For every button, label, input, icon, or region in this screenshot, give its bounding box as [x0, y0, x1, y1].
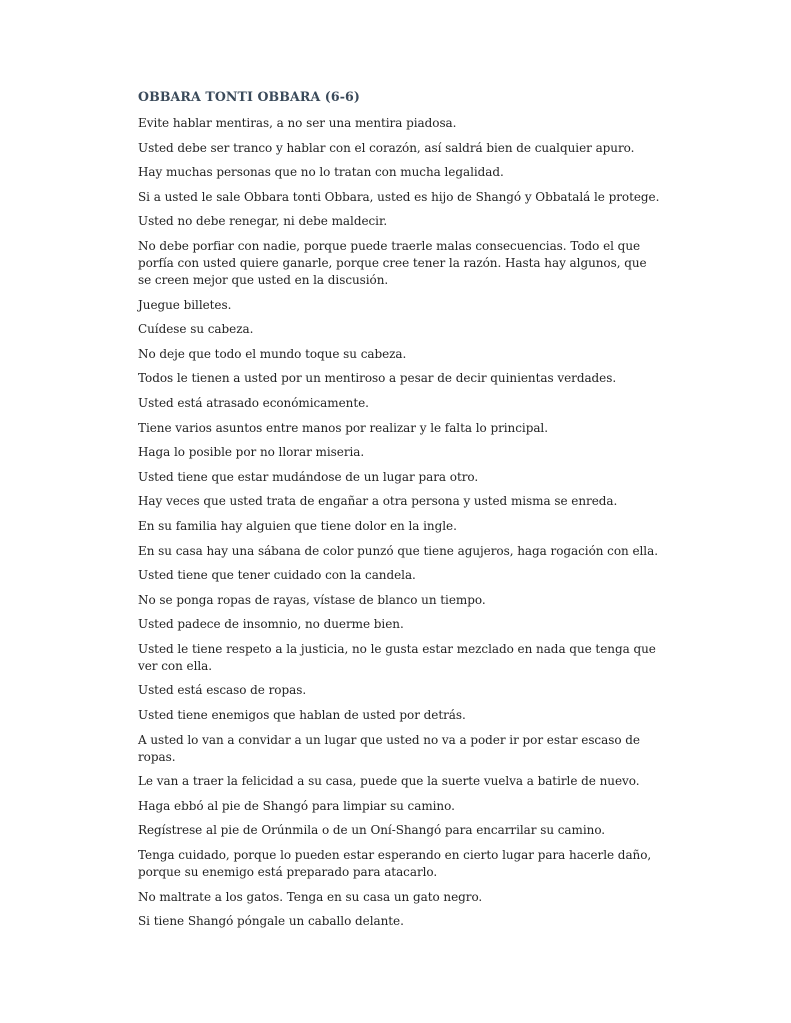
paragraph: Tenga cuidado, porque lo pueden estar esperando en cierto lugar para hacerle daño, porque su enemigo está preparado para atacarlo.: [138, 848, 652, 880]
paragraph: Le van a traer la felicidad a su casa, puede que la suerte vuelva a batirle de nuevo.: [138, 774, 640, 789]
paragraph: Evite hablar mentiras, a no ser una mentira piadosa.: [138, 116, 457, 130]
paragraph: No deje que todo el mundo toque su cabeza.: [138, 346, 407, 361]
paragraph: No se ponga ropas de rayas, vístase de blanco un tiempo.: [138, 592, 486, 607]
paragraph: Usted está escaso de ropas.: [138, 683, 307, 698]
paragraph: Si tiene Shangó póngale un caballo delante.: [138, 914, 404, 929]
paragraph: En su familia hay alguien que tiene dolor en la ingle.: [138, 518, 457, 533]
paragraph: Haga ebbó al pie de Shangó para limpiar su camino.: [138, 798, 455, 813]
paragraph: Hay veces que usted trata de engañar a otra persona y usted misma se enreda.: [138, 494, 618, 509]
document-title: OBBARA TONTI OBBARA (6-6): [138, 89, 360, 104]
paragraph: No debe porfiar con nadie, porque puede traerle malas consecuencias. Todo el que porfía con usted quiere ganarle, porque cree tener la razón. Hasta hay algunos, que se creen mejor que usted en la discusión.: [138, 238, 647, 287]
paragraph: Hay muchas personas que no lo tratan con mucha legalidad.: [138, 165, 504, 180]
paragraph: Usted tiene que tener cuidado con la candela.: [138, 568, 416, 583]
paragraph: Cuídese su cabeza.: [138, 322, 254, 337]
paragraph: A usted lo van a convidar a un lugar que usted no va a poder ir por estar escaso de ropas.: [138, 732, 640, 764]
paragraph: Usted tiene enemigos que hablan de usted por detrás.: [138, 708, 466, 723]
paragraph: Si a usted le sale Obbara tonti Obbara, usted es hijo de Shangó y Obbatalá le protege.: [138, 189, 660, 204]
paragraph: Haga lo posible por no llorar miseria.: [138, 445, 365, 460]
paragraph: Juegue billetes.: [138, 297, 232, 312]
paragraph: En su casa hay una sábana de color punzó que tiene agujeros, haga rogación con ella.: [138, 543, 658, 558]
paragraph: Usted está atrasado económicamente.: [138, 395, 369, 410]
paragraph: No maltrate a los gatos. Tenga en su casa un gato negro.: [138, 889, 483, 904]
paragraph: Usted le tiene respeto a la justicia, no le gusta estar mezclado en nada que tenga que ver con ella.: [138, 641, 656, 673]
paragraph: Regístrese al pie de Orúnmila o de un Oní-Shangó para encarrilar su camino.: [138, 823, 606, 838]
paragraph: Usted tiene que estar mudándose de un lugar para otro.: [138, 469, 479, 484]
paragraph: Usted debe ser tranco y hablar con el corazón, así saldrá bien de cualquier apuro.: [138, 140, 635, 155]
paragraph: Usted padece de insomnio, no duerme bien.: [138, 617, 404, 632]
paragraph: Usted no debe renegar, ni debe maldecir.: [138, 214, 388, 229]
paragraph: Todos le tienen a usted por un mentiroso a pesar de decir quinientas verdades.: [138, 371, 617, 386]
document-body: [138, 88, 662, 938]
paragraph: Tiene varios asuntos entre manos por realizar y le falta lo principal.: [138, 420, 548, 435]
